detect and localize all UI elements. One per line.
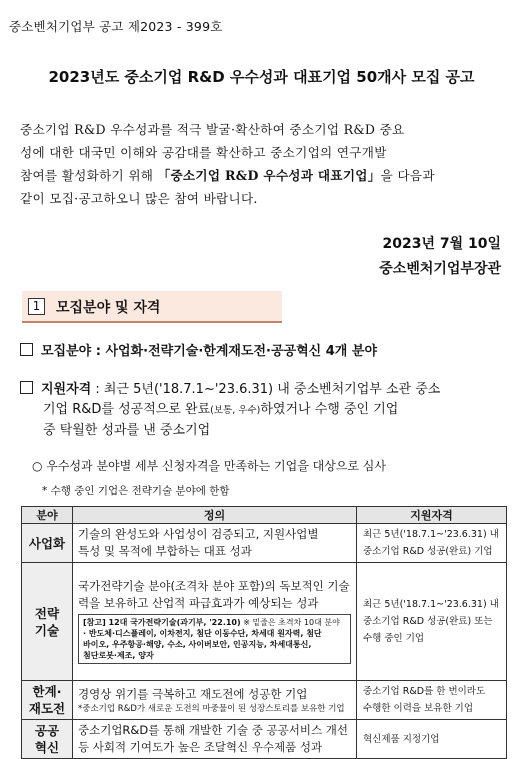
definition-line: 등 사회적 기여도가 높은 조달혁신 우수제품 성과 [78, 740, 323, 754]
reference-line: 첨단로봇·제조, 양자 [83, 650, 154, 660]
qualification-cell [357, 720, 507, 759]
qualification-cell [357, 563, 507, 681]
definition-cell [73, 563, 357, 681]
table-header-row [22, 507, 507, 524]
page-title: 2023년도 중소기업 R&D 우수성과 대표기업 50개사 모집 공고 [48, 68, 475, 86]
reference-box [78, 614, 351, 664]
reference-note: ※ 밑줄은 초격차 10대 분야 [243, 617, 340, 627]
reference-line: · 반도체·디스플레이, 이차전지, 첨단 이동수단, 차세대 원자력, 첨단 [83, 628, 322, 638]
section-number: 1 [28, 298, 45, 315]
definition-line: 경영상 위기를 극복하고 재도전에 성공한 기업 [78, 686, 308, 701]
definition-line: 력을 보유하고 산업적 파급효과가 예상되는 성과 [78, 595, 319, 610]
qualification-text: : 최근 5년('18.7.1~'23.6.31) 내 중소벤처기업부 소관 중소 [91, 382, 441, 397]
qualification-text: 기업 R&D를 성공적으로 완료 [43, 402, 211, 417]
qualification-line: 혁신제품 지정기업 [363, 733, 440, 745]
intro-line: 성에 대한 대국민 이해와 공감대를 확산하고 중소기업의 연구개발 [20, 145, 387, 160]
qualification-line: 중소기업 R&D 성공(완료) 기업 [363, 546, 493, 557]
intro-line: 같이 모집·공고하오니 많은 참여 바랍니다. [20, 191, 258, 206]
qualification-line [20, 400, 511, 421]
definition-line: 국가전략기술 분야(조격차 분야 포함)의 독보적인 기술 [78, 578, 350, 593]
qualification-line: 최근 5년('18.7.1~'23.6.31) 내 [363, 599, 499, 610]
intro-text: 참여를 활성화하기 위해 [20, 168, 158, 183]
intro-line [20, 164, 513, 187]
table-row [22, 524, 507, 563]
reference-line: 바이오, 우주항공·해양, 수소, 사이버보안, 인공지능, 차세대통신, [83, 639, 312, 649]
definition-cell [73, 681, 357, 720]
definition-cell [73, 524, 357, 563]
program-name: 「중소기업 R&D 우수성과 대표기업」 [157, 168, 381, 183]
qualification-line: 중소기업 R&D를 한 번이라도 [363, 686, 486, 697]
category-line: 한계· [32, 684, 62, 699]
qualification-head: 지원자격 [41, 382, 92, 397]
qualification-line: 중소기업 R&D 성공(완료) 또는 [363, 616, 493, 627]
intro-text: 을 다음과 [380, 168, 435, 183]
section-header [22, 291, 282, 323]
field-text: 모집분야 : 사업화·전략기술·한계재도전·공공혁신 4개 분야 [41, 344, 377, 359]
table-row [22, 563, 507, 681]
intro-paragraph [20, 118, 513, 210]
category-cell: 사업화 [22, 524, 73, 563]
qualification-text: 하였거나 수행 중인 기업 [260, 402, 399, 417]
table-header: 분야 [22, 507, 73, 524]
definition-line: 기술의 완성도와 사업성이 검증되고, 지원사업별 [78, 527, 319, 541]
field-item [20, 342, 511, 362]
category-cell [22, 681, 73, 720]
notice-number: 중소벤처기업부 공고 제2023 - 399호 [9, 19, 223, 34]
checkbox-icon [20, 381, 33, 394]
category-cell [22, 720, 73, 759]
definition-note: *중소기업 R&D가 새로운 도전의 마중물이 된 성장스토리를 보유한 기업 [78, 703, 345, 714]
issuing-organization: 중소벤처기업부장관 [379, 261, 501, 277]
qualification-cell [357, 681, 507, 720]
category-line: 재도전 [28, 701, 66, 716]
qualification-line: 중 탁월한 성과를 낸 중소기업 [43, 423, 211, 438]
intro-line: 중소기업 R&D 우수성과를 적극 발굴·확산하여 중소기업 R&D 중요 [20, 122, 405, 137]
definition-cell [73, 720, 357, 759]
definition-line: 특성 및 목적에 부합하는 대표 성과 [78, 544, 252, 558]
qualification-line: 수행 중인 기업 [363, 633, 425, 644]
category-line: 전략 [34, 605, 60, 621]
category-cell [22, 563, 73, 681]
checkbox-icon [20, 343, 33, 356]
table-row [22, 720, 507, 759]
category-line: 기술 [34, 622, 60, 638]
definition-line: 중소기업R&D를 통해 개발한 기술 중 공공서비스 개선 [78, 723, 348, 737]
qualification-line: 수행한 이력을 보유한 기업 [363, 703, 474, 714]
category-line: 공공 [34, 723, 60, 738]
table-header: 정의 [73, 507, 357, 524]
footnote: * 수행 중인 기업은 전략기술 분야에 한함 [42, 485, 230, 497]
qualification-grade: (보통, 우수) [210, 405, 261, 416]
notice-date: 2023년 7월 10일 [382, 236, 501, 252]
section-title: 모집분야 및 자격 [56, 300, 161, 316]
sub-item: ○ 우수성과 분야별 세부 신청자격을 만족하는 기업을 대상으로 심사 [32, 459, 386, 473]
category-line: 혁신 [34, 740, 60, 755]
qualification-item [20, 380, 511, 441]
table-header: 지원자격 [357, 507, 507, 524]
qualification-cell [357, 524, 507, 563]
table-row [22, 681, 507, 720]
qualification-line: 최근 5년('18.7.1~'23.6.31) 내 [363, 529, 499, 540]
reference-head-line [83, 617, 346, 628]
qualification-table [21, 506, 507, 759]
reference-head: [참고] 12대 국가전략기술(과기부, '22.10) [83, 617, 241, 627]
